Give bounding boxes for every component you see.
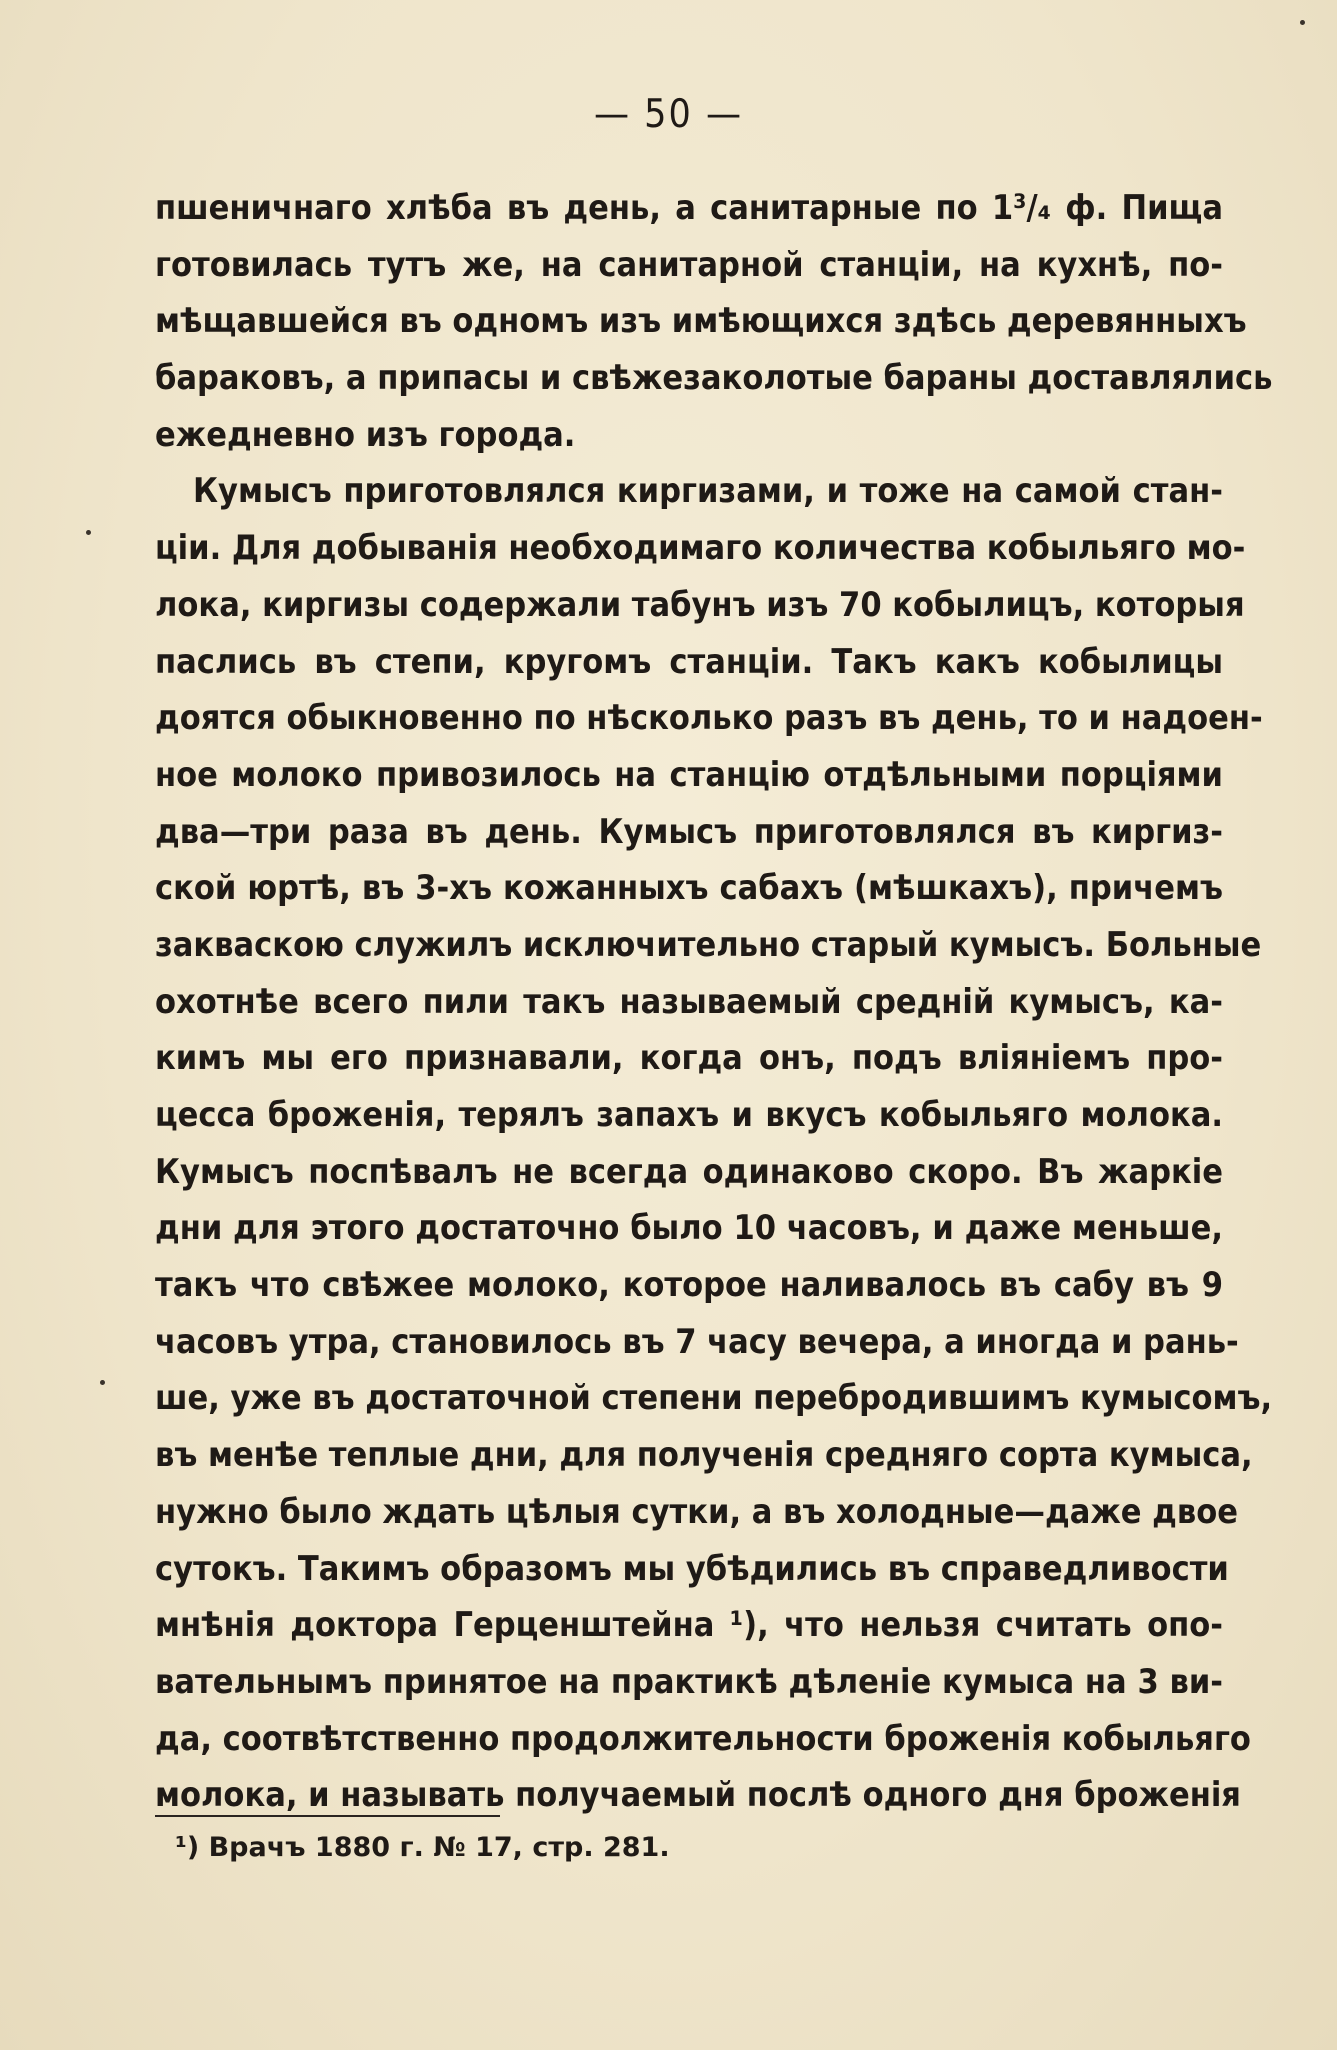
text-line: вательнымъ принятое на практикѣ дѣленіе кумыса на 3 ви-: [155, 1661, 1223, 1702]
text-line: Кумысъ поспѣвалъ не всегда одинаково скоро. Въ жаркіе: [155, 1151, 1223, 1192]
text-line: готовилась тутъ же, на санитарной станціи, на кухнѣ, по-: [155, 244, 1223, 285]
text-line: нужно было ждать цѣлыя сутки, а въ холодные—даже двое: [155, 1491, 1239, 1532]
text-line: мнѣнія доктора Герценштейна ¹), что нельзя считать опо-: [155, 1605, 1223, 1646]
print-speck: [86, 530, 91, 535]
text-line: сутокъ. Такимъ образомъ мы убѣдились въ справедливости: [155, 1548, 1229, 1589]
body-text: [155, 180, 1273, 1824]
text-line: пшеничнаго хлѣба въ день, а санитарные по 1³/₄ ф. Пища: [155, 188, 1223, 228]
text-line: доятся обыкновенно по нѣсколько разъ въ день, то и надоен-: [155, 698, 1263, 739]
text-line: два—три раза въ день. Кумысъ приготовлялся въ киргиз-: [155, 811, 1223, 852]
text-line: часовъ утра, становилось въ 7 часу вечера, а иногда и рань-: [155, 1321, 1239, 1362]
text-line: ской юртѣ, въ 3-хъ кожанныхъ сабахъ (мѣшкахъ), причемъ: [155, 868, 1223, 909]
text-line: закваскою служилъ исключительно старый кумысъ. Больные: [155, 924, 1262, 965]
footnote-rule: [155, 1815, 500, 1817]
text-line: дни для этого достаточно было 10 часовъ, и даже меньше,: [155, 1208, 1223, 1249]
print-speck: [1300, 20, 1305, 25]
text-line: цесса броженія, терялъ запахъ и вкусъ кобыльяго молока.: [155, 1095, 1223, 1135]
text-line: кимъ мы его признавали, когда онъ, подъ вліяніемъ про-: [155, 1038, 1223, 1079]
text-line: мѣщавшейся въ одномъ изъ имѣющихся здѣсь деревянныхъ: [155, 301, 1247, 342]
text-line: охотнѣе всего пили такъ называемый среднiй кумысъ, ка-: [155, 981, 1223, 1022]
text-line: молока, и называть получаемый послѣ одного дня броженія: [155, 1775, 1241, 1816]
text-line: лока, киргизы содержали табунъ изъ 70 кобылицъ, которыя: [155, 584, 1245, 625]
text-line: бараковъ, а припасы и свѣжезаколотые бараны доставлялись: [155, 358, 1273, 399]
print-speck: [100, 1380, 105, 1385]
text-line: ше, уже въ достаточной степени перебродившимъ кумысомъ,: [155, 1378, 1273, 1419]
text-line: ціи. Для добыванія необходимаго количества кобыльяго мо-: [155, 528, 1246, 569]
text-line: паслись въ степи, кругомъ станціи. Такъ какъ кобылицы: [155, 641, 1223, 682]
page-number: — 50 —: [593, 92, 744, 137]
text-line: ное молоко привозилось на станцію отдѣльными порціями: [155, 754, 1223, 795]
footnote: ¹) Врачъ 1880 г. № 17, стр. 281.: [175, 1832, 670, 1863]
text-line: да, соотвѣтственно продолжительности броженія кобыльяго: [155, 1718, 1251, 1759]
text-line: Кумысъ приготовлялся киргизами, и тоже на самой стан-: [193, 471, 1223, 512]
text-line: въ менѣе теплые дни, для полученія средняго сорта кумыса,: [155, 1435, 1253, 1476]
text-line: такъ что свѣжее молоко, которое наливалось въ сабу въ 9: [155, 1265, 1223, 1306]
text-line: ежедневно изъ города.: [155, 414, 576, 455]
